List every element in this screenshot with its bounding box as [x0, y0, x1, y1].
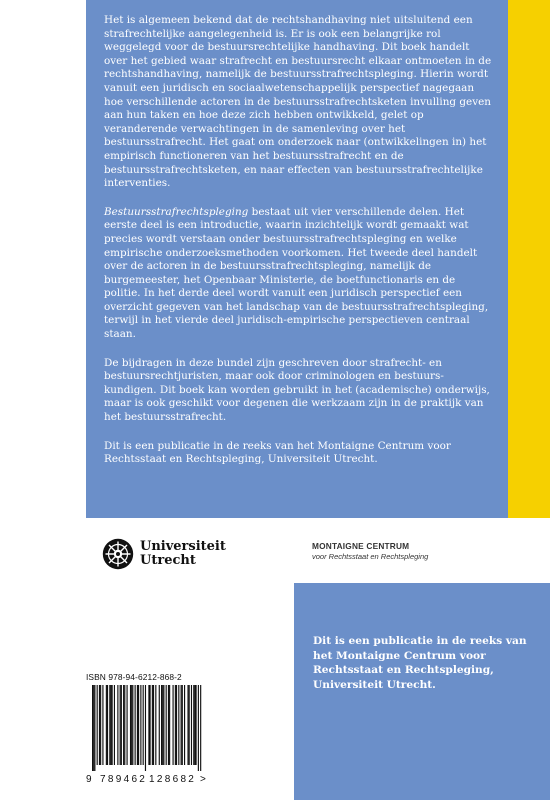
blurb-paragraph-1: Het is algemeen bekend dat de rechtshandhaving niet uitsluitend een strafrechtelijke aangelegenheid is. Er is ook een belangrijke rol weggelegd voor de bestuursrechtelijke handhaving. Dit boek handelt over het gebied waar strafrecht en bestuursrecht elkaar ontmoeten in de rechtshandhaving, namelijk de bestuursstrafrechtspleging. Hierin wordt vanuit een juridisch en sociaalwetenschappelijk perspectief nagegaan hoe verschillende actoren in de bestuursstrafrechtsketen invulling geven aan hun taken en hoe deze zich hebben ontwikkeld, gelet op veranderende verwachtingen in de samenleving over het bestuursstrafrecht. Het gaat om onderzoek naar (ontwikkelingen in) het empirisch functioneren van het bestuursstrafrecht en de bestuursstrafrechtsketen, en naar effecten van bestuursstrafrechtelijke interventies. [104, 14, 492, 190]
yellow-accent-strip [508, 0, 550, 518]
barcode-bar [196, 685, 197, 765]
barcode-bar [110, 685, 111, 765]
montaigne-centrum-subtitle: voor Rechtsstaat en Rechtspleging [312, 552, 429, 561]
barcode-bar [176, 685, 177, 765]
barcode-bar [163, 685, 164, 765]
barcode-bar [194, 685, 195, 765]
publication-note: Dit is een publicatie in de reeks van het Montaigne Centrum voor Rechtsstaat en Rechtspleging, Universiteit Utrecht. [313, 635, 527, 691]
barcode-bar [191, 685, 192, 765]
barcode-bar [169, 685, 170, 765]
barcode-bar [155, 685, 156, 765]
barcode-bar [97, 685, 98, 765]
montaigne-centrum-title: MONTAIGNE CENTRUM [312, 541, 410, 551]
barcode-bar [187, 685, 188, 765]
barcode-bar [153, 685, 154, 765]
barcode-bar [94, 685, 95, 771]
barcode-bar [100, 685, 101, 765]
barcode-bar [138, 685, 139, 765]
barcode-bar [150, 685, 151, 765]
barcode-digits-left: 789462 [100, 774, 148, 785]
barcode-bar [166, 685, 167, 765]
barcode-bar [117, 685, 118, 765]
back-cover-blurb [104, 14, 492, 482]
barcode-bar [175, 685, 176, 765]
barcode-bar [109, 685, 110, 765]
barcode-bar [198, 685, 199, 771]
barcode-bar [148, 685, 149, 765]
barcode-bar [182, 685, 183, 765]
montaigne-centrum-logo [312, 541, 428, 561]
blurb-paragraph-2-text: bestaat uit vier verschillende delen. Het eerste deel is een introductie, waarin inzichtelijk wordt gemaakt wat precies wordt verstaan onder bestuursstrafrechtspleging en welke empirische onderzoeksmethoden voorkomen. Het tweede deel handelt over de actoren in de bestuursstrafrechtspleging, namelijk de burgemeester, het Openbaar Ministerie, de boetfunctionaris en de politie. In het derde deel wordt vanuit een juridisch perspectief een overzicht gegeven van het landschap van de bestuursstrafrechtspleging, terwijl in het vierde deel juridisch-empirische perspectieven centraal staan. [104, 205, 489, 341]
barcode-bar [189, 685, 190, 765]
barcode-bar [162, 685, 163, 765]
blurb-paragraph-4: Dit is een publicatie in de reeks van het Montaigne Centrum voor Rechtsstaat en Rechtspleging, Universiteit Utrecht. [104, 439, 451, 466]
utrecht-seal-icon [102, 538, 134, 570]
barcode-bar [161, 685, 162, 765]
barcode-bar [93, 685, 94, 771]
barcode-bar [159, 685, 160, 765]
blurb-paragraph-2 [104, 206, 492, 342]
barcode-bar [152, 685, 153, 765]
barcode-bar [135, 685, 136, 765]
barcode-bar [132, 685, 133, 765]
barcode-bar [121, 685, 122, 765]
barcode-bar [123, 685, 124, 765]
barcode-bar [137, 685, 138, 765]
barcode-bar [168, 685, 169, 765]
barcode-bar [114, 685, 115, 765]
barcode-bar [143, 685, 144, 765]
barcode-bar [140, 685, 141, 765]
university-name [140, 540, 226, 568]
barcode-bar [131, 685, 132, 765]
barcode-bar [178, 685, 179, 765]
barcode-bar [173, 685, 174, 765]
barcode-digit-first: 9 [86, 774, 92, 785]
book-title-italic: Bestuursstrafrechtspleging [104, 205, 249, 218]
barcode-bar [106, 685, 107, 765]
isbn-label: ISBN 978-94-6212-868-2 [86, 672, 182, 682]
barcode-bar [181, 685, 182, 765]
blurb-paragraph-3: De bijdragen in deze bundel zijn geschreven door strafrecht- en bestuursrechtjuristen, maar ook door criminologen en bestuurskundigen. Dit boek kan worden gebruikt in het (academische) onderwijs, maar is ook geschikt voor degenen die werkzaam zijn in de praktijk van het bestuursstrafrecht. [104, 356, 490, 424]
universiteit-utrecht-logo [102, 538, 226, 570]
barcode-bar [193, 685, 194, 765]
barcode-bar [102, 685, 103, 765]
barcode-bar [107, 685, 108, 765]
isbn-barcode [92, 685, 204, 775]
barcode-bar [130, 685, 131, 765]
barcode-bar [124, 685, 125, 765]
university-name-line-1: Universiteit [140, 539, 226, 554]
university-name-line-2: Utrecht [140, 553, 196, 568]
barcode-bar [112, 685, 113, 765]
barcode-bar [120, 685, 121, 765]
barcode-bar [127, 685, 128, 765]
barcode-bar [184, 685, 185, 765]
barcode-bar [99, 685, 100, 765]
barcode-bar [145, 685, 146, 771]
barcode-quiet-mark: > [200, 774, 206, 785]
barcode-bar [200, 685, 201, 771]
barcode-bar [92, 685, 93, 771]
barcode-digits-right: 128682 [149, 774, 197, 785]
